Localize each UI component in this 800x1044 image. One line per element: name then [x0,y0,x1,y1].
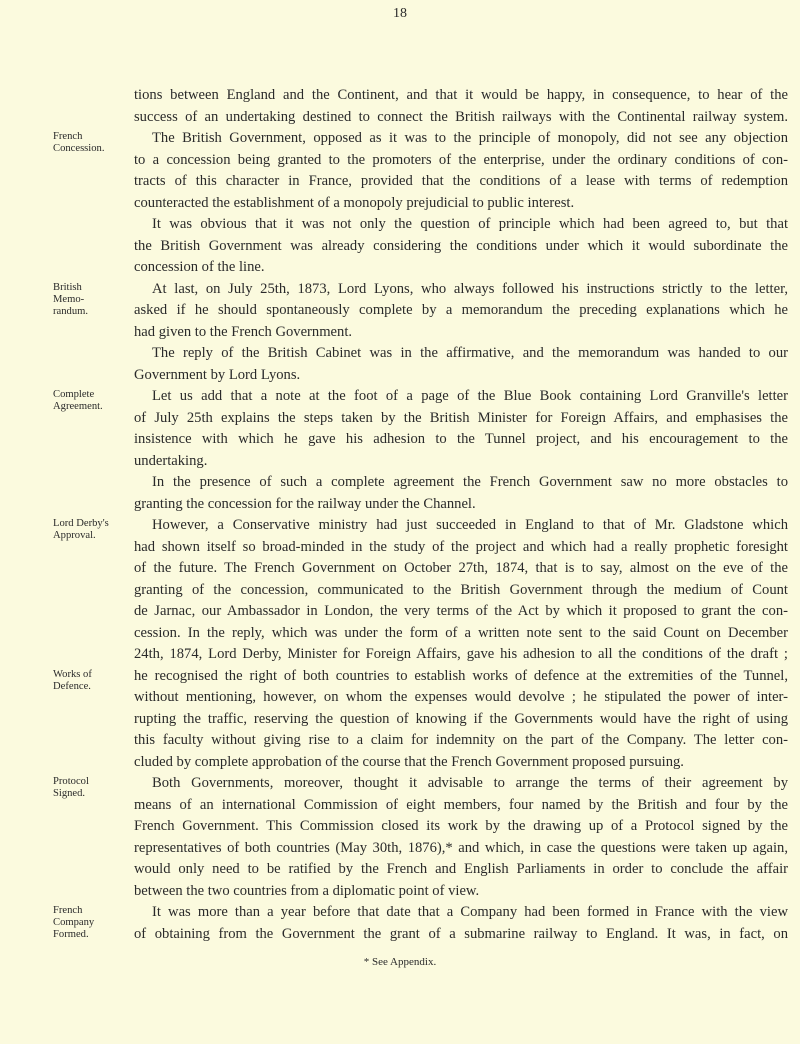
text-line: concession of the line. [134,259,265,275]
text-line: rupting the traffic, reserving the question of knowing if the Governments would have the right of using [134,710,788,727]
text-line: would only need to be ratified by the French and English Parliaments in order to conclude the affair [134,861,788,877]
text-line: counteracted the establishment of a monopoly prejudicial to public interest. [134,194,575,211]
text-line: had shown itself so broad-minded in the study of the project and which had a really prophetic foresight [134,538,788,555]
text-line: Let us add that a note at the foot of a page of the Blue Book containing Lord Granville's letter [152,388,788,404]
text-line: In the presence of such a complete agreement the French Government saw no more obstacles to [152,474,788,490]
text-line: de Jarnac, our Ambassador in London, the very terms of the Act by which it proposed to grant the con- [134,603,788,619]
margin-note: French Concession. [53,131,105,154]
text-line: It was obvious that it was not only the question of principle which had been agreed to, but that [152,216,788,232]
margin-note: Works of Defence. [53,668,92,692]
text-line: of obtaining from the Government the grant of a submarine railway to England. It was, in fact, on [134,925,788,942]
text-line: However, a Conservative ministry had just succeeded in England to that of Mr. Gladstone which [152,517,788,533]
text-line: granting of the concession, communicated to the British Government through the medium of Count [134,581,788,598]
text-line: tions between England and the Continent, and that it would be happy, in consequence, to hear of the [134,87,788,103]
text-line: French Government. This Commission closed its work by the drawing up of a Protocol signed by the [134,818,788,834]
text-line: he recognised the right of both countries to establish works of defence at the extremities of the Tunnel, [134,667,788,684]
text-line: undertaking. [134,452,208,469]
text-line: the British Government was already considering the conditions under which it would subordinate the [134,237,788,254]
text-line: between the two countries from a diplomatic point of view. [134,882,480,899]
text-line: this faculty without giving rise to a claim for indemnity on the part of the Company. The letter con- [134,732,788,748]
text-line: asked if he should spontaneously complete by a memorandum the preceding explanations which he [134,302,788,318]
text-line: The reply of the British Cabinet was in the affirmative, and the memorandum was handed to our [152,345,788,361]
margin-note: Lord Derby's Approval. [53,518,109,541]
text-line: success of an undertaking destined to connect the British railways with the Continental railway system. [134,108,788,125]
text-line: of the future. The French Government on October 27th, 1874, that is to say, almost on the eve of the [134,560,788,576]
margin-note: French Company Formed. [53,905,95,940]
text-line: Both Governments, moreover, thought it advisable to arrange the terms of their agreement by [152,775,788,791]
page-number: 18 [393,6,407,21]
margin-note: Protocol Signed. [53,776,89,799]
text-line: without mentioning, however, on whom the expenses would devolve ; he stipulated the power of inter- [134,689,788,705]
text-line: had given to the French Government. [134,323,353,340]
text-line: At last, on July 25th, 1873, Lord Lyons, who always followed his instructions strictly to the letter, [152,280,788,297]
text-line: of July 25th explains the steps taken by the British Minister for Foreign Affairs, and emphasises the [134,409,788,426]
footnote: * See Appendix. [363,956,437,968]
text-line: to a concession being granted to the promoters of the enterprise, under the ordinary conditions of con- [134,151,788,168]
text-line: The British Government, opposed as it was to the principle of monopoly, did not see any objection [152,130,788,146]
margin-note: British Memo- randum. [53,281,89,317]
text-line: means of an international Commission of eight members, four named by the British and four by the [134,796,788,813]
text-line: It was more than a year before that date that a Company had been formed in France with the view [152,904,788,920]
text-line: Government by Lord Lyons. [134,366,301,383]
margin-note: Complete Agreement. [53,389,103,412]
text-line: representatives of both countries (May 30th, 1876),* and which, in case the questions were taken up again, [134,839,788,856]
text-line: cession. In the reply, which was under the form of a written note sent to the said Count on December [134,624,788,641]
text-line: cluded by complete approbation of the course that the French Government proposed pursuing. [134,753,684,770]
text-line: insistence with which he gave his adhesion to the Tunnel project, and his encouragement to the [134,431,788,447]
text-line: granting the concession for the railway under the Channel. [134,495,476,512]
text-line: 24th, 1874, Lord Derby, Minister for Foreign Affairs, gave his adhesion to all the conditions of the draft ; [134,646,788,662]
text-line: tracts of this character in France, provided that the conditions of a lease with terms of redemption [134,173,788,189]
